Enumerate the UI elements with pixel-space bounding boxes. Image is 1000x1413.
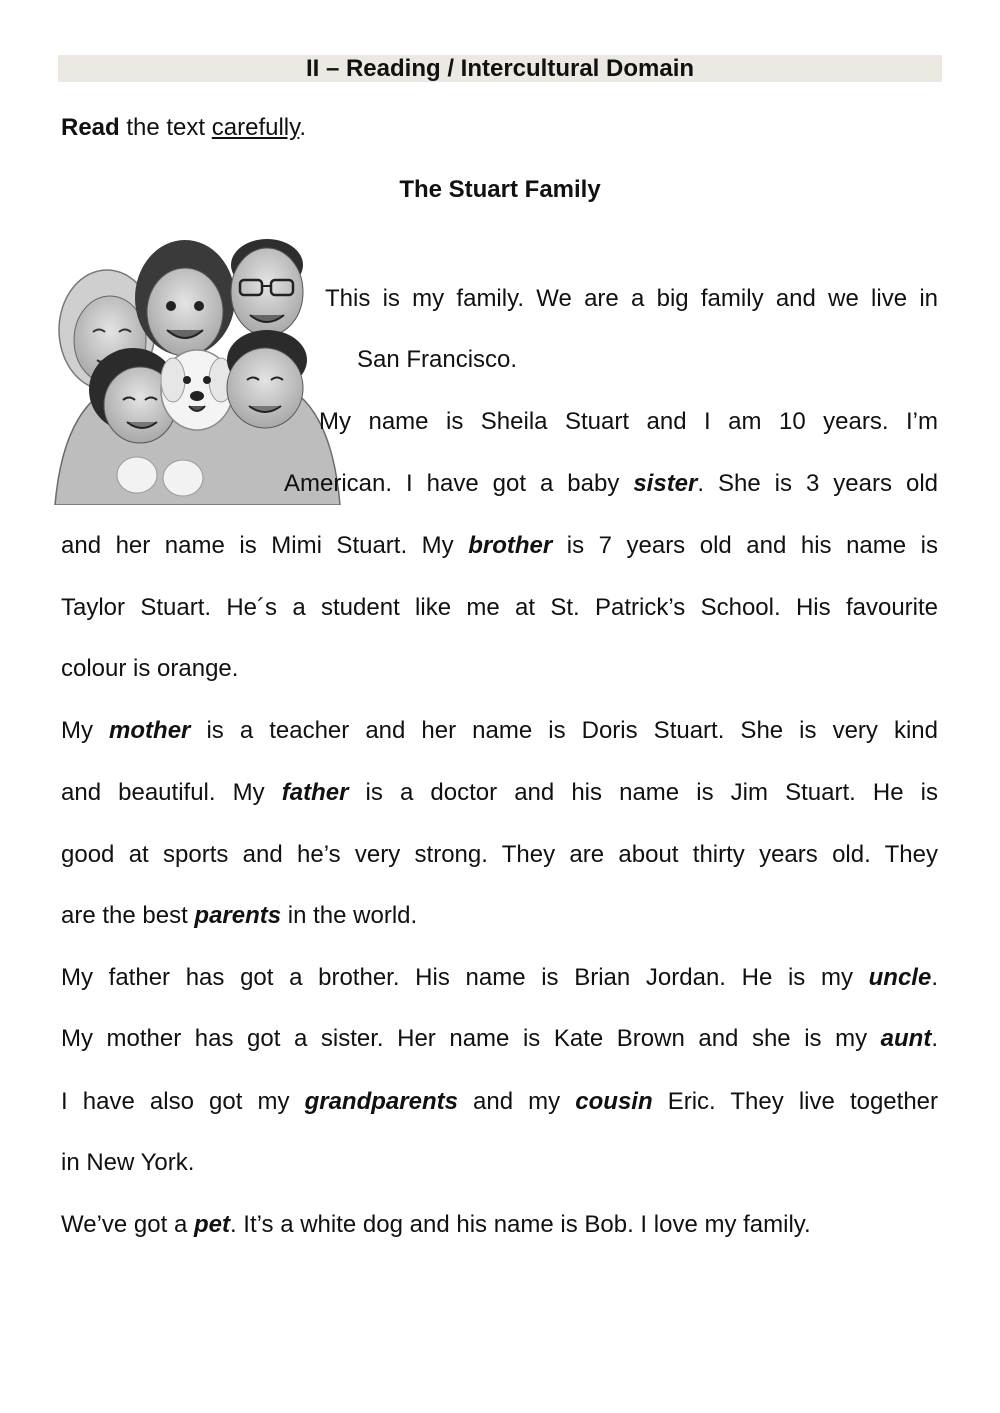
text-line xyxy=(61,1023,938,1055)
text-run: My name is Sheila Stuart and I am 10 years. I’m xyxy=(319,408,938,435)
text-run: is a doctor and his name is Jim Stuart. He is xyxy=(348,779,938,806)
vocab-word: brother xyxy=(468,532,553,559)
text-run: good at sports and he’s very strong. They are about thirty years old. They xyxy=(61,841,938,868)
vocab-word: uncle xyxy=(868,964,932,991)
text-run: My father has got a brother. His name is Brian Jordan. He is my xyxy=(61,964,869,991)
instruction-text: the text xyxy=(119,114,212,141)
text-line xyxy=(61,777,938,809)
text-run: are the best xyxy=(61,902,195,929)
text-run: American. I have got a baby xyxy=(284,470,634,497)
text-run: This is my family. We are a big family and we live in xyxy=(325,285,938,312)
family-illustration xyxy=(45,220,345,505)
text-line xyxy=(61,715,938,747)
instruction-bold: Read xyxy=(61,114,120,141)
text-run: We’ve got a xyxy=(61,1211,194,1238)
text-line xyxy=(61,530,938,562)
text-run: . xyxy=(931,964,938,991)
text-line xyxy=(61,839,938,871)
text-run: is 7 years old and his name is xyxy=(552,532,938,559)
text-line xyxy=(61,1147,194,1179)
text-run: and my xyxy=(457,1088,576,1115)
story-title: The Stuart Family xyxy=(399,176,601,203)
vocab-word: grandparents xyxy=(304,1088,458,1115)
text-run: in New York. xyxy=(61,1149,195,1176)
vocab-word: mother xyxy=(109,717,191,744)
vocab-word: aunt xyxy=(880,1025,932,1052)
text-run: . It’s a white dog and his name is Bob. I love my family. xyxy=(229,1211,811,1238)
section-header: II – Reading / Intercultural Domain xyxy=(58,55,942,82)
text-run: . She is 3 years old xyxy=(697,470,938,497)
text-line xyxy=(61,900,417,932)
text-line xyxy=(61,962,938,994)
text-run: . xyxy=(931,1025,938,1052)
text-run: San Francisco. xyxy=(357,346,518,373)
vocab-word: parents xyxy=(194,902,282,929)
text-line xyxy=(61,653,238,685)
instruction xyxy=(61,112,306,144)
text-run: My xyxy=(61,717,110,744)
text-line xyxy=(61,592,938,624)
text-run: colour is orange. xyxy=(61,655,239,682)
text-line xyxy=(61,1086,938,1118)
text-run: and beautiful. My xyxy=(61,779,282,806)
text-run: Taylor Stuart. He´s a student like me at St. Patrick’s School. His favourite xyxy=(61,594,938,621)
text-line xyxy=(325,283,938,315)
text-run: I have also got my xyxy=(61,1088,305,1115)
text-run: Eric. They live together xyxy=(652,1088,939,1115)
text-run: in the world. xyxy=(281,902,418,929)
vocab-word: pet xyxy=(193,1211,230,1238)
text-line xyxy=(61,1209,811,1241)
text-run: and her name is Mimi Stuart. My xyxy=(61,532,469,559)
text-run: My mother has got a sister. Her name is Kate Brown and she is my xyxy=(61,1025,881,1052)
vocab-word: father xyxy=(281,779,349,806)
text-line xyxy=(319,406,938,438)
instruction-end: . xyxy=(299,114,307,141)
text-line xyxy=(357,344,517,376)
instruction-underlined: carefully xyxy=(211,114,300,141)
text-line xyxy=(284,468,938,500)
text-run: is a teacher and her name is Doris Stuart. She is very kind xyxy=(190,717,938,744)
vocab-word: cousin xyxy=(575,1088,653,1115)
vocab-word: sister xyxy=(633,470,698,497)
